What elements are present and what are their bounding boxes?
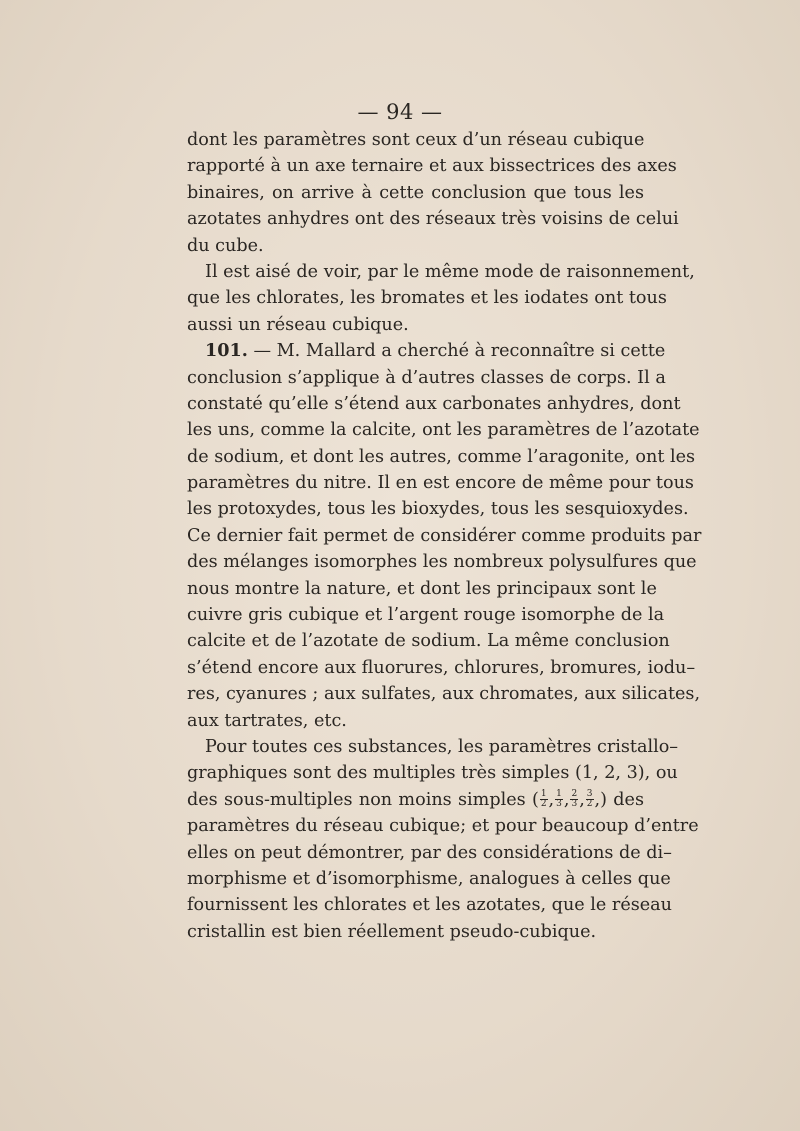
text-line-with-fractions: des sous-multiples non moins simples ( $\frac{1}{2}$ , $\frac{1}{3}$ , $\frac{2}{3}$ , $\frac{3}{2}$ ,) des: [187, 789, 644, 810]
text-line: paramètres du réseau cubique; et pour beaucoup d’entre: [187, 816, 699, 837]
paragraph-1: [187, 127, 679, 259]
fraction-denominator: 3: [556, 799, 562, 810]
text-line: morphisme et d’isomorphisme, analogues à celles que: [187, 868, 671, 889]
fraction-denominator: 2: [586, 799, 593, 810]
body-text: [187, 127, 702, 945]
fraction-numerator: 1: [556, 789, 562, 800]
text-line: aussi un réseau cubique.: [187, 314, 409, 335]
text-line: fournissent les chlorates et les azotates, que le réseau: [187, 895, 672, 916]
text-line: les uns, comme la calcite, ont les paramètres de l’azotate: [187, 420, 700, 441]
text-line: graphiques sont des multiples très simples (1, 2, 3), ou: [187, 763, 678, 784]
text-line: binaires, on arrive à cette conclusion que tous les: [187, 182, 644, 203]
text-line: calcite et de l’azotate de sodium. La même conclusion: [187, 631, 670, 652]
text-line: elles on peut démontrer, par des considérations de di–: [187, 842, 672, 863]
fraction-numerator: 2: [571, 789, 578, 800]
text-line: [187, 338, 666, 364]
text-line: des mélanges isomorphes les nombreux polysulfures que: [187, 552, 697, 573]
paragraph-3: [187, 338, 702, 734]
text-line: de sodium, et dont les autres, comme l’aragonite, ont les: [187, 446, 696, 467]
fraction-numerator: 3: [586, 789, 593, 800]
text-line: Ce dernier fait permet de considérer comme produits par: [187, 525, 702, 546]
text-segment: des sous-multiples non moins simples (: [187, 789, 539, 810]
text-line: cristallin est bien réellement pseudo-cubique.: [187, 921, 597, 942]
section-number: 101.: [205, 340, 248, 362]
text-segment: ) des: [600, 789, 644, 810]
fraction-denominator: 3: [571, 799, 578, 810]
text-line: s’étend encore aux fluorures, chlorures, bromures, iodu–: [187, 657, 696, 678]
text-line: azotates anhydres ont des réseaux très voisins de celui: [187, 209, 679, 230]
text-line: nous montre la nature, et dont les principaux sont le: [187, 578, 657, 599]
section-first-line: — M. Mallard a cherché à reconnaître si cette: [253, 341, 666, 362]
paragraph-4: [187, 734, 699, 945]
text-line: conclusion s’applique à d’autres classes de corps. Il a: [187, 367, 666, 388]
fraction-denominator: 2: [540, 799, 547, 810]
text-line: cuivre gris cubique et l’argent rouge isomorphe de la: [187, 605, 665, 626]
text-line: rapporté à un axe ternaire et aux bissectrices des axes: [187, 156, 677, 177]
page-number: — 94 —: [357, 100, 443, 124]
fraction: [540, 790, 548, 809]
text-line: constaté qu’elle s’étend aux carbonates anhydres, dont: [187, 393, 681, 414]
fraction-numerator: 1: [540, 789, 547, 800]
text-line: Il est aisé de voir, par le même mode de raisonnement,: [205, 261, 695, 282]
fraction: [555, 790, 563, 809]
text-line: paramètres du nitre. Il en est encore de même pour tous: [187, 473, 694, 494]
fraction: [570, 790, 578, 809]
text-line: dont les paramètres sont ceux d’un réseau cubique: [187, 130, 645, 150]
text-line: du cube.: [187, 235, 264, 256]
text-line: aux tartrates, etc.: [187, 710, 347, 731]
text-line: res, cyanures ; aux sulfates, aux chromates, aux silicates,: [187, 684, 701, 705]
text-line: Pour toutes ces substances, les paramètres cristallo–: [205, 736, 679, 757]
text-line: que les chlorates, les bromates et les iodates ont tous: [187, 288, 667, 309]
text-line: les protoxydes, tous les bioxydes, tous les sesquioxydes.: [187, 499, 689, 520]
paragraph-2: [187, 259, 695, 338]
fraction: [586, 790, 594, 809]
